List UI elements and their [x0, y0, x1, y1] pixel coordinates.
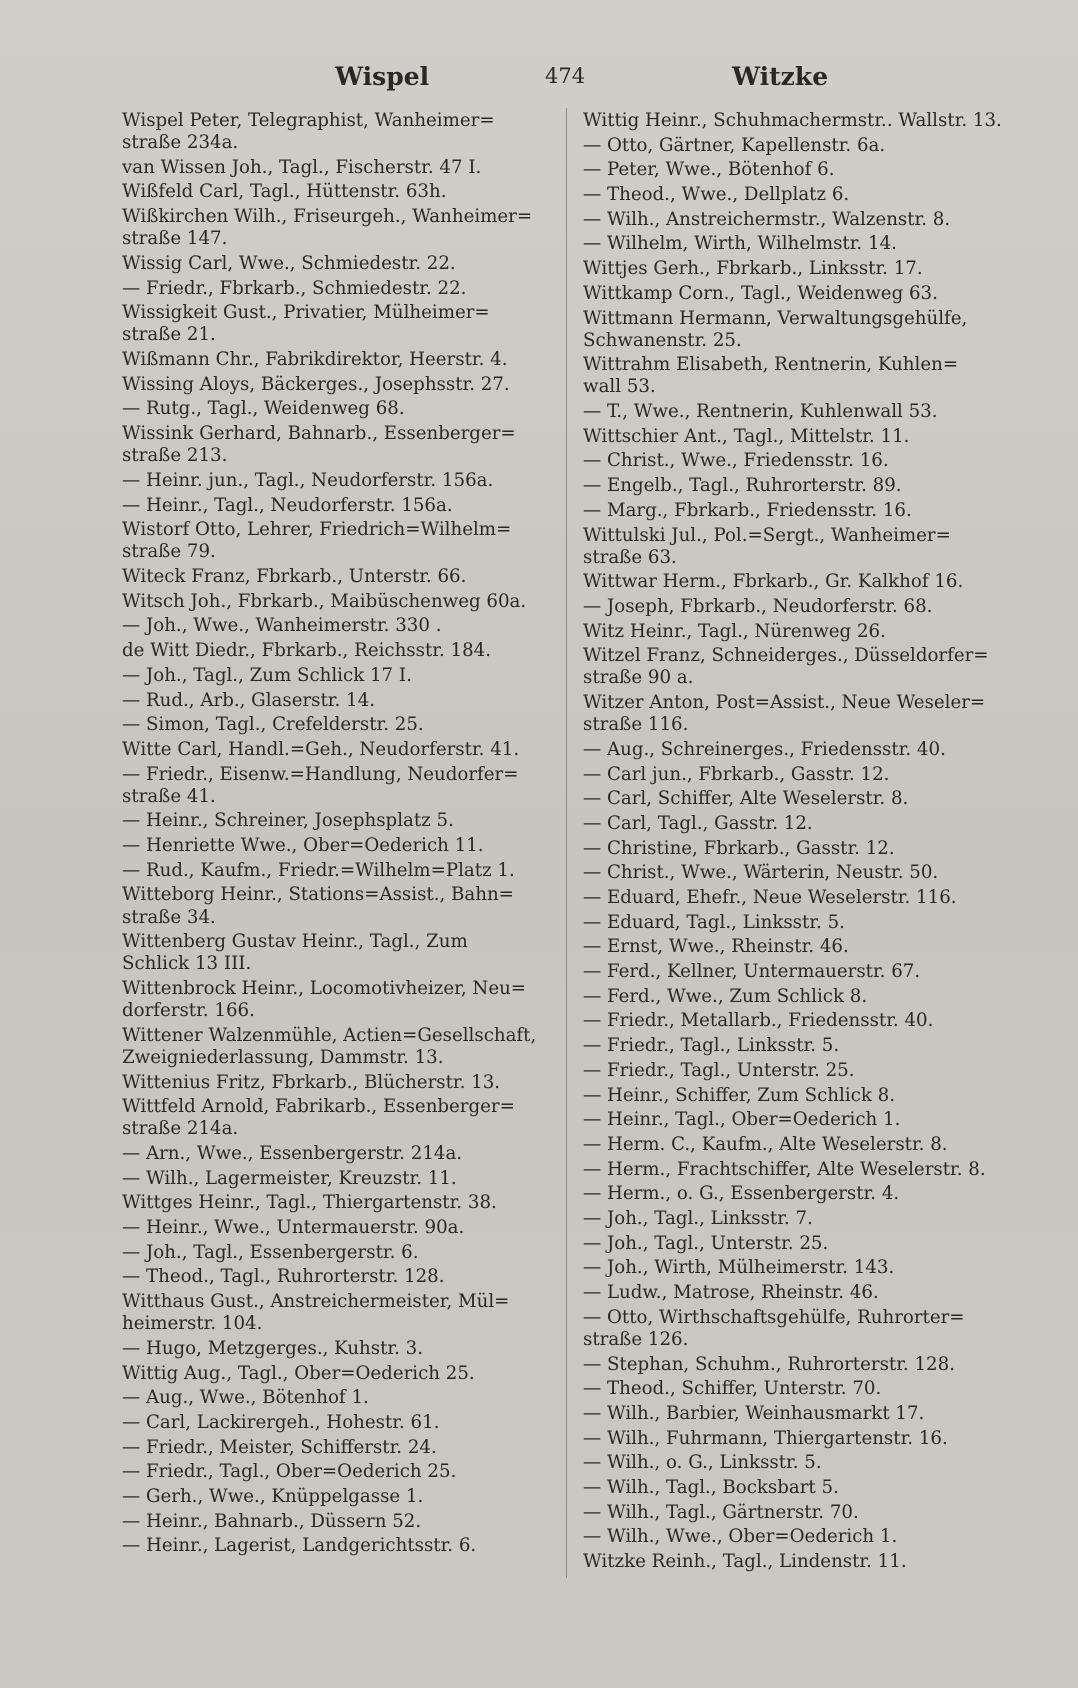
directory-entry — [583, 1109, 1023, 1131]
entry-line: Wittig Heinr., Schuhmachermstr.. Wallstr. 13. — [583, 110, 1002, 131]
entry-line: Wißfeld Carl, Tagl., Hüttenstr. 63h. — [122, 181, 447, 203]
directory-entry — [122, 1535, 552, 1557]
directory-entry — [583, 1452, 1023, 1474]
entry-line: Wittener Walzenmühle, Actien=Gesellschaft, — [122, 1024, 537, 1046]
directory-entry — [122, 1437, 552, 1459]
entry-line: — Joh., Wirth, Mülheimerstr. 143. — [583, 1257, 895, 1279]
entry-line: — Ludw., Matrose, Rheinstr. 46. — [583, 1282, 879, 1304]
entry-line: — Herm., o. G., Essenbergerstr. 4. — [583, 1183, 900, 1205]
directory-entry — [583, 1134, 1023, 1156]
entry-line: van Wissen Joh., Tagl., Fischerstr. 47 I. — [122, 156, 482, 178]
entry-line: straße 116. — [583, 714, 689, 736]
entry-line: — Rud., Kaufm., Friedr.=Wilhelm=Platz 1. — [122, 859, 515, 881]
directory-entry — [122, 1511, 552, 1533]
entry-line: — Joh., Tagl., Zum Schlick 17 I. — [122, 664, 412, 686]
directory-entry — [122, 1387, 552, 1409]
directory-entry — [583, 621, 1023, 643]
directory-entry — [583, 1010, 1023, 1032]
entry-line: straße 126. — [583, 1328, 689, 1350]
entry-line: Wittig Aug., Tagl., Ober=Oederich 25. — [122, 1362, 475, 1384]
entry-line: Wittfeld Arnold, Fabrikarb., Essenberger= — [122, 1096, 515, 1118]
entry-line: — Friedr., Tagl., Linksstr. 5. — [583, 1035, 840, 1057]
entry-line: — Friedr., Fbrkarb., Schmiedestr. 22. — [122, 277, 467, 299]
directory-entry — [122, 302, 552, 346]
entry-line: Witthaus Gust., Anstreichermeister, Mül= — [122, 1291, 510, 1313]
directory-entry — [583, 986, 1023, 1008]
entry-line: Wissigkeit Gust., Privatier, Mülheimer= — [122, 302, 490, 324]
entry-line: — Friedr., Meister, Schifferstr. 24. — [122, 1436, 437, 1458]
page-number: 474 — [545, 64, 586, 88]
entry-line: — Stephan, Schuhm., Ruhrorterstr. 128. — [583, 1353, 955, 1375]
entry-line: straße 90 a. — [583, 667, 694, 689]
entry-line: — Friedr., Eisenw.=Handlung, Neudorfer= — [122, 763, 519, 785]
entry-line: — Engelb., Tagl., Ruhrorterstr. 89. — [583, 475, 902, 497]
directory-entry — [122, 423, 552, 467]
entry-line: — Arn., Wwe., Essenbergerstr. 214a. — [122, 1143, 463, 1165]
directory-entry — [583, 1257, 1023, 1279]
entry-line: — Joseph, Fbrkarb., Neudorferstr. 68. — [583, 595, 933, 617]
entry-line: — Ferd., Wwe., Zum Schlick 8. — [583, 985, 868, 1007]
entry-line: Wissing Aloys, Bäckerges., Josephsstr. 27. — [122, 373, 510, 395]
entry-line: — Carl, Lackirergeh., Hohestr. 61. — [122, 1412, 440, 1433]
directory-entry — [122, 470, 552, 492]
entry-line: Witzel Franz, Schneiderges., Düsseldorfer= — [583, 645, 989, 667]
directory-entry — [122, 349, 552, 371]
directory-entry — [583, 283, 1023, 305]
directory-entry — [583, 1354, 1023, 1376]
entry-line: straße 213. — [122, 445, 228, 467]
entry-line: — Simon, Tagl., Crefelderstr. 25. — [122, 714, 424, 736]
entry-line: Wittjes Gerh., Fbrkarb., Linksstr. 17. — [583, 258, 923, 280]
directory-entry — [583, 838, 1023, 860]
entry-line: — Eduard, Ehefr., Neue Weselerstr. 116. — [583, 887, 957, 909]
entry-line: straße 41. — [122, 785, 216, 807]
entry-line: — Ferd., Kellner, Untermauerstr. 67. — [583, 961, 921, 983]
directory-entry — [122, 1192, 552, 1214]
entry-line: — Heinr., Tagl., Neudorferstr. 156a. — [122, 494, 453, 516]
directory-entry — [122, 1143, 552, 1165]
directory-entry — [583, 862, 1023, 884]
directory-entry — [122, 1412, 552, 1434]
entry-line: — Carl, Tagl., Gasstr. 12. — [583, 812, 813, 834]
entry-line: — Heinr., Tagl., Ober=Oederich 1. — [583, 1109, 901, 1131]
entry-line: — Wilh., Wwe., Ober=Oederich 1. — [583, 1526, 898, 1548]
directory-entry — [122, 519, 552, 563]
directory-entry — [122, 665, 552, 687]
header-right-catchword: Witzke — [732, 62, 829, 91]
directory-entry — [583, 475, 1023, 497]
entry-line: — Heinr., Bahnarb., Düssern 52. — [122, 1510, 422, 1532]
directory-entry — [122, 110, 552, 154]
entry-line: straße 34. — [122, 906, 216, 928]
entry-line: — Marg., Fbrkarb., Friedensstr. 16. — [583, 499, 912, 521]
entry-line: — Christine, Fbrkarb., Gasstr. 12. — [583, 837, 895, 859]
directory-entry — [122, 615, 552, 637]
directory-entry — [583, 961, 1023, 983]
entry-line: — Friedr., Tagl., Ober=Oederich 25. — [122, 1461, 457, 1483]
entry-line: straße 79. — [122, 541, 216, 563]
directory-entry — [583, 912, 1023, 934]
entry-line: Wittenius Fritz, Fbrkarb., Blücherstr. 13. — [122, 1071, 501, 1093]
directory-entry — [583, 450, 1023, 472]
directory-entry — [583, 525, 1023, 569]
entry-line: — Theod., Schiffer, Unterstr. 70. — [583, 1378, 882, 1400]
page-header — [120, 62, 1020, 102]
entry-line: — Christ., Wwe., Wärterin, Neustr. 50. — [583, 862, 939, 884]
entry-line: — Joh., Tagl., Linksstr. 7. — [583, 1207, 813, 1229]
entry-line: — Joh., Tagl., Essenbergerstr. 6. — [122, 1241, 419, 1263]
directory-entry — [122, 1168, 552, 1190]
directory-entry — [122, 206, 552, 250]
directory-entry — [122, 931, 552, 975]
right-column — [583, 110, 1023, 1576]
entry-line: — Wilh., Tagl., Bocksbart 5. — [583, 1476, 839, 1498]
entry-line: — Wilh., Tagl., Gärtnerstr. 70. — [583, 1501, 859, 1523]
entry-line: Wittulski Jul., Pol.=Sergt., Wanheimer= — [583, 524, 951, 546]
entry-line: — Joh., Tagl., Unterstr. 25. — [583, 1232, 829, 1254]
entry-line: Zweigniederlassung, Dammstr. 13. — [122, 1046, 444, 1068]
directory-entry — [583, 1085, 1023, 1107]
entry-line: — Henriette Wwe., Ober=Oederich 11. — [122, 835, 484, 857]
entry-line: — Rud., Arb., Glaserstr. 14. — [122, 689, 375, 711]
directory-entry — [122, 181, 552, 203]
entry-line: Wißmann Chr., Fabrikdirektor, Heerstr. 4. — [122, 349, 508, 371]
directory-entry — [122, 591, 552, 613]
entry-line: — Herm., Frachtschiffer, Alte Weselerstr. 8. — [583, 1158, 986, 1180]
directory-entry — [583, 1526, 1023, 1548]
entry-line: — Eduard, Tagl., Linksstr. 5. — [583, 911, 845, 933]
entry-line: Witte Carl, Handl.=Geh., Neudorferstr. 41. — [122, 738, 520, 760]
entry-line: Wittenbrock Heinr., Locomotivheizer, Neu= — [122, 978, 527, 999]
entry-line: — Aug., Schreinerges., Friedensstr. 40. — [583, 738, 946, 760]
entry-line: — Gerh., Wwe., Knüppelgasse 1. — [122, 1486, 424, 1508]
entry-line: Witzke Reinh., Tagl., Lindenstr. 11. — [583, 1551, 907, 1572]
entry-line: — Heinr., Schreiner, Josephsplatz 5. — [122, 810, 454, 832]
directory-entry — [122, 714, 552, 736]
entry-line: — Wilh., Lagermeister, Kreuzstr. 11. — [122, 1167, 457, 1189]
entry-line: — Friedr., Tagl., Unterstr. 25. — [583, 1059, 855, 1081]
directory-entry — [122, 640, 552, 662]
entry-line: — Christ., Wwe., Friedensstr. 16. — [583, 450, 889, 472]
entry-line: — Otto, Wirthschaftsgehülfe, Ruhrorter= — [583, 1306, 965, 1328]
directory-entry — [122, 157, 552, 179]
directory-entry — [122, 835, 552, 857]
entry-line: straße 234a. — [122, 132, 239, 154]
directory-entry — [122, 1072, 552, 1094]
directory-entry — [583, 209, 1023, 231]
entry-line: Witeck Franz, Fbrkarb., Unterstr. 66. — [122, 566, 467, 588]
directory-entry — [122, 1096, 552, 1140]
directory-entry — [122, 1461, 552, 1483]
entry-line: straße 21. — [122, 324, 216, 346]
directory-entry — [122, 566, 552, 588]
directory-entry — [583, 258, 1023, 280]
directory-entry — [583, 1378, 1023, 1400]
entry-line: straße 147. — [122, 228, 228, 250]
entry-line: — Peter, Wwe., Bötenhof 6. — [583, 159, 835, 181]
entry-line: de Witt Diedr., Fbrkarb., Reichsstr. 184. — [122, 640, 492, 662]
entry-line: — Hugo, Metzgerges., Kuhstr. 3. — [122, 1337, 424, 1359]
entry-line: Wittges Heinr., Tagl., Thiergartenstr. 38. — [122, 1192, 497, 1214]
entry-line: — Theod., Tagl., Ruhrorterstr. 128. — [122, 1266, 445, 1288]
directory-entry — [583, 739, 1023, 761]
entry-line: Wittenberg Gustav Heinr., Tagl., Zum — [122, 931, 468, 953]
entry-line: — Wilh., Fuhrmann, Thiergartenstr. 16. — [583, 1427, 948, 1449]
entry-line: Wittwar Herm., Fbrkarb., Gr. Kalkhof 16. — [583, 571, 964, 593]
directory-entry — [583, 887, 1023, 909]
entry-line: Wittmann Hermann, Verwaltungsgehülfe, — [583, 307, 968, 329]
entry-line: straße 214a. — [122, 1118, 239, 1140]
directory-entry — [122, 1025, 552, 1069]
entry-line: Wittschier Ant., Tagl., Mittelstr. 11. — [583, 425, 910, 447]
directory-entry — [583, 184, 1023, 206]
directory-entry — [583, 1551, 1023, 1573]
entry-line: Schwanenstr. 25. — [583, 329, 742, 351]
directory-entry — [122, 860, 552, 882]
entry-line: straße 63. — [583, 546, 677, 568]
entry-line: — Wilh., Barbier, Weinhausmarkt 17. — [583, 1402, 925, 1424]
directory-entry — [583, 110, 1023, 132]
directory-entry — [583, 1233, 1023, 1255]
directory-entry — [122, 253, 552, 275]
entry-line: Wissig Carl, Wwe., Schmiedestr. 22. — [122, 252, 456, 274]
directory-entry — [122, 978, 552, 1022]
directory-entry — [122, 764, 552, 808]
directory-entry — [583, 308, 1023, 352]
entry-line: — Heinr., Schiffer, Zum Schlick 8. — [583, 1084, 895, 1106]
entry-line: Wistorf Otto, Lehrer, Friedrich=Wilhelm= — [122, 519, 512, 541]
directory-entry — [122, 1242, 552, 1264]
directory-entry — [583, 354, 1023, 398]
directory-entry — [583, 1307, 1023, 1351]
entry-line: — Joh., Wwe., Wanheimerstr. 330 . — [122, 615, 442, 637]
entry-line: — Carl jun., Fbrkarb., Gasstr. 12. — [583, 763, 890, 785]
directory-entry — [583, 1428, 1023, 1450]
directory-entry — [122, 1486, 552, 1508]
entry-line: Schlick 13 III. — [122, 953, 252, 975]
directory-entry — [583, 1403, 1023, 1425]
entry-line: Wißkirchen Wilh., Friseurgeh., Wanheimer= — [122, 206, 533, 228]
directory-entry — [583, 788, 1023, 810]
entry-line: — Ernst, Wwe., Rheinstr. 46. — [583, 936, 849, 958]
directory-entry — [122, 1217, 552, 1239]
directory-entry — [583, 645, 1023, 689]
entry-line: — Theod., Wwe., Dellplatz 6. — [583, 184, 850, 206]
directory-entry — [122, 1266, 552, 1288]
entry-line: — Wilh., Anstreichermstr., Walzenstr. 8. — [583, 208, 951, 230]
entry-line: heimerstr. 104. — [122, 1313, 263, 1335]
directory-entry — [583, 692, 1023, 736]
directory-entry — [583, 571, 1023, 593]
entry-line: dorferstr. 166. — [122, 1000, 255, 1022]
entry-line: — Wilh., o. G., Linksstr. 5. — [583, 1452, 822, 1474]
column-divider — [566, 108, 567, 1578]
directory-entry — [583, 401, 1023, 423]
directory-entry — [583, 1208, 1023, 1230]
left-column — [122, 110, 552, 1560]
entry-line: Wittkamp Corn., Tagl., Weidenweg 63. — [583, 282, 938, 304]
entry-line: — Rutg., Tagl., Weidenweg 68. — [122, 398, 405, 420]
entry-line: Wissink Gerhard, Bahnarb., Essenberger= — [122, 423, 516, 445]
directory-entry — [122, 398, 552, 420]
directory-entry — [122, 374, 552, 396]
header-left-catchword: Wispel — [335, 62, 430, 91]
directory-entry — [583, 596, 1023, 618]
entry-line: Witteborg Heinr., Stations=Assist., Bahn= — [122, 884, 514, 906]
entry-line: Wispel Peter, Telegraphist, Wanheimer= — [122, 110, 495, 131]
entry-line: Witz Heinr., Tagl., Nürenweg 26. — [583, 620, 886, 642]
directory-entry — [122, 1291, 552, 1335]
entry-line: Wittrahm Elisabeth, Rentnerin, Kuhlen= — [583, 354, 959, 376]
directory-entry — [122, 278, 552, 300]
entry-line: — Herm. C., Kaufm., Alte Weselerstr. 8. — [583, 1133, 948, 1155]
entry-line: — Carl, Schiffer, Alte Weselerstr. 8. — [583, 788, 909, 810]
entry-line: — Heinr., Wwe., Untermauerstr. 90a. — [122, 1217, 465, 1239]
directory-entry — [583, 1477, 1023, 1499]
directory-entry — [583, 1035, 1023, 1057]
entry-line: — Otto, Gärtner, Kapellenstr. 6a. — [583, 134, 886, 156]
directory-entry — [583, 500, 1023, 522]
entry-line: — Friedr., Metallarb., Friedensstr. 40. — [583, 1010, 934, 1032]
directory-entry — [583, 135, 1023, 157]
entry-line: wall 53. — [583, 376, 656, 398]
directory-entry — [122, 739, 552, 761]
directory-entry — [583, 1060, 1023, 1082]
entry-line: — Heinr. jun., Tagl., Neudorferstr. 156a. — [122, 469, 494, 491]
entry-line: Witsch Joh., Fbrkarb., Maibüschenweg 60a. — [122, 590, 527, 612]
directory-entry — [583, 426, 1023, 448]
directory-entry — [122, 1363, 552, 1385]
directory-entry — [122, 884, 552, 928]
entry-line: — Heinr., Lagerist, Landgerichtsstr. 6. — [122, 1535, 477, 1557]
directory-entry — [583, 1183, 1023, 1205]
entry-line: — T., Wwe., Rentnerin, Kuhlenwall 53. — [583, 401, 938, 423]
directory-entry — [583, 233, 1023, 255]
directory-entry — [583, 1159, 1023, 1181]
entry-line: — Aug., Wwe., Bötenhof 1. — [122, 1387, 369, 1409]
directory-entry — [583, 936, 1023, 958]
directory-entry — [122, 1338, 552, 1360]
directory-entry — [583, 764, 1023, 786]
directory-entry — [122, 810, 552, 832]
directory-entry — [122, 690, 552, 712]
directory-entry — [122, 495, 552, 517]
directory-entry — [583, 813, 1023, 835]
entry-line: Witzer Anton, Post=Assist., Neue Weseler= — [583, 692, 986, 714]
directory-entry — [583, 159, 1023, 181]
directory-entry — [583, 1282, 1023, 1304]
entry-line: — Wilhelm, Wirth, Wilhelmstr. 14. — [583, 233, 897, 255]
directory-entry — [583, 1502, 1023, 1524]
